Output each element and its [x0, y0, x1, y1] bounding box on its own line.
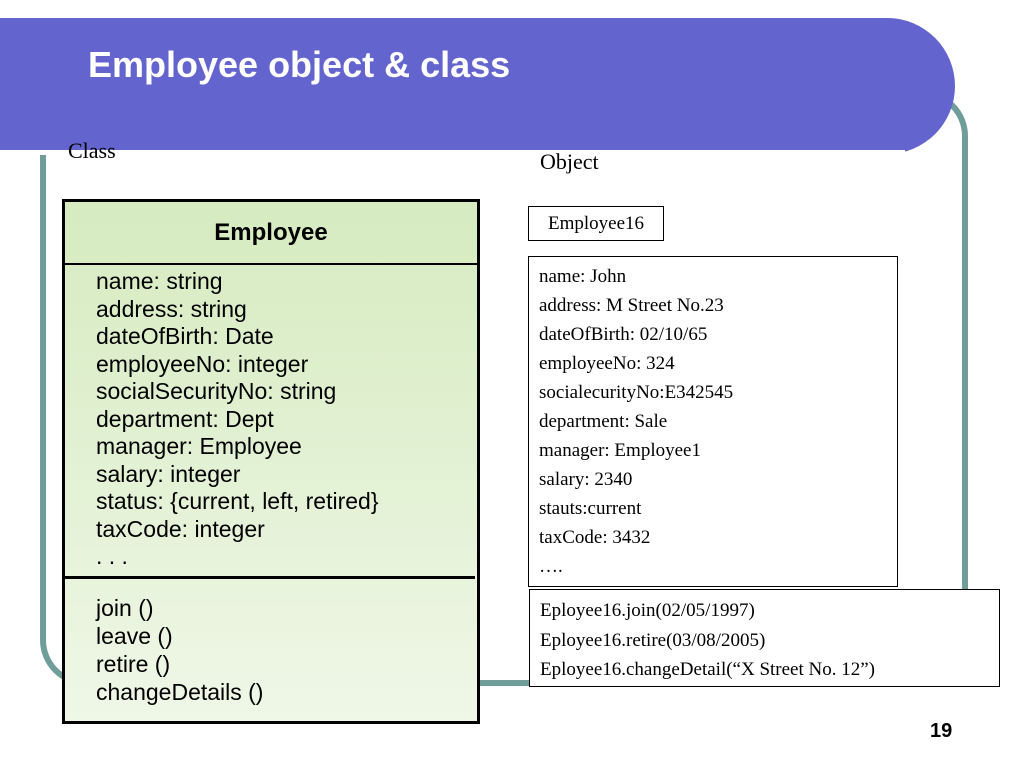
object-operation: Eployee16.retire(03/08/2005)	[540, 629, 766, 651]
object-attribute: manager: Employee1	[539, 440, 701, 461]
class-attribute: dateOfBirth: Date	[96, 323, 274, 349]
object-attribute: dateOfBirth: 02/10/65	[539, 324, 708, 345]
object-attribute: taxCode: 3432	[539, 527, 651, 548]
class-attribute: manager: Employee	[96, 433, 302, 459]
class-attribute: employeeNo: integer	[96, 350, 309, 377]
class-attribute: taxCode: integer	[96, 515, 265, 542]
object-label: Object	[540, 149, 599, 174]
object-attribute: socialecurityNo:E342545	[539, 382, 734, 403]
page-number: 19	[930, 720, 953, 742]
class-attribute: department: Dept	[96, 405, 274, 432]
slide-title: Employee object & class	[88, 44, 511, 85]
class-attribute: salary: integer	[96, 460, 241, 487]
class-name: Employee	[65, 202, 477, 265]
title-banner	[0, 18, 955, 154]
class-attributes	[65, 265, 477, 577]
object-name-box: Employee16	[528, 206, 664, 241]
title-underline	[0, 150, 905, 155]
object-attributes-box	[528, 256, 898, 587]
class-operation: join ()	[96, 595, 154, 621]
class-operation: changeDetails ()	[96, 679, 264, 705]
class-operation: leave ()	[96, 623, 173, 649]
object-attribute: salary: 2340	[539, 469, 633, 490]
object-attribute: name: John	[539, 266, 627, 287]
object-attribute: stauts:current	[539, 498, 642, 519]
class-attribute: . . .	[96, 543, 128, 569]
object-operation: Eployee16.changeDetail(“X Street No. 12”)	[540, 659, 876, 680]
object-operations-box	[529, 589, 1000, 687]
object-attribute: department: Sale	[539, 411, 668, 432]
class-attribute: name: string	[96, 268, 223, 294]
object-attribute: employeeNo: 324	[539, 353, 675, 374]
class-diagram-box	[62, 199, 480, 724]
class-attribute: socialSecurityNo: string	[96, 378, 337, 404]
class-operation: retire ()	[96, 651, 171, 677]
object-operation: Eployee16.join(02/05/1997)	[540, 600, 755, 621]
class-operations	[96, 594, 263, 706]
class-label: Class	[68, 138, 116, 163]
class-operations-divider	[65, 576, 475, 579]
class-attribute: status: {current, left, retired}	[96, 488, 379, 514]
object-attribute: ….	[539, 556, 563, 577]
object-attribute: address: M Street No.23	[539, 295, 724, 316]
class-attribute: address: string	[96, 295, 247, 322]
